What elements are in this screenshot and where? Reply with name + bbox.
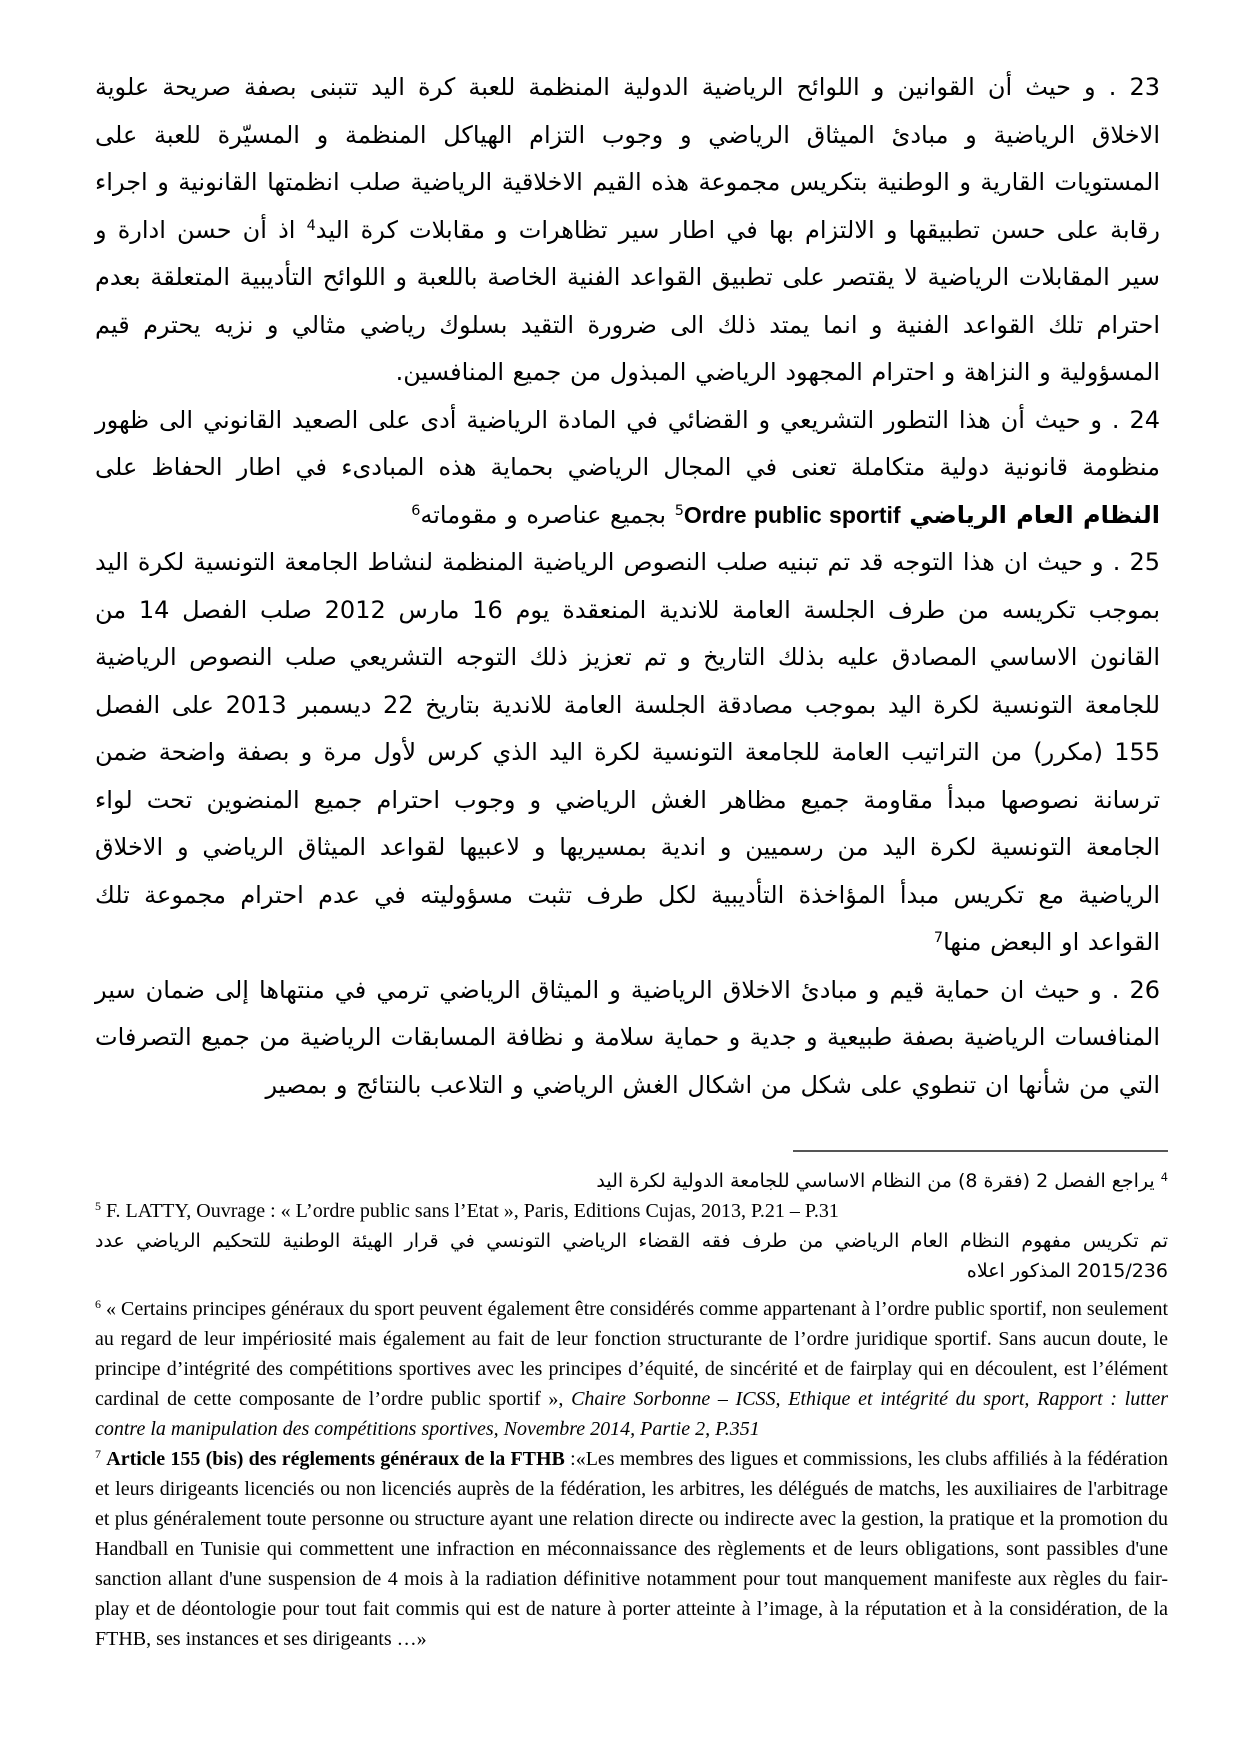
footnote-6 (95, 1294, 1168, 1444)
paragraph-24 (95, 397, 1160, 540)
footnote-reference-mark: 4 (306, 217, 316, 234)
text-segment: 25 . و حيث ان هذا التوجه قد تم تبنيه صلب النصوص الرياضية المنظمة لنشاط الجامعة التونسية لكرة اليد بموجب تكريسه من طرف الجلسة العامة للاندية المنعقدة يوم 16 مارس 2012 صلب الفصل 14 من القانون الاساسي المصادق عليه بذلك التاريخ و تم تعزيز ذلك التوجه التشريعي صلب النصوص الرياضية للجامعة التونسية لكرة اليد بموجب مصادقة الجلسة العامة للاندية بتاريخ 22 ديسمبر 2013 على الفصل 155 (مكرر) من التراتيب العامة للجامعة التونسية لكرة اليد الذي كرس لأول مرة و بصفة واضحة ضمن ترسانة نصوصها مبدأ مقاومة جميع مظاهر الغش الرياضي و وجوب احترام جميع المنضوين تحت لواء الجامعة التونسية لكرة اليد من رسميين و اندية بمسيريها و لاعبيها لقواعد الميثاق الرياضي و الاخلاق الرياضية مع تكريس مبدأ المؤاخذة التأديبية لكل طرف تثبت مسؤوليته في عدم احترام مجموعة تلك القواعد او البعض منها (95, 548, 1161, 956)
footnote-separator (793, 1150, 1168, 1152)
footnote-4 (95, 1166, 1168, 1196)
paragraph-23 (95, 64, 1160, 397)
text-segment: Ordre public sportif (683, 501, 901, 528)
footnote-reference-mark: 5 (674, 502, 684, 519)
text-segment: بجميع عناصره و مقوماته (420, 500, 675, 529)
text-segment (901, 501, 910, 529)
paragraph-26 (95, 967, 1160, 1110)
text-segment: النظام العام الرياضي (909, 500, 1160, 529)
footnote-reference-mark: 6 (95, 1297, 101, 1312)
text-segment: اذ أن حسن ادارة و سير المقابلات الرياضية لا يقتصر على تطبيق القواعد الفنية الخاصة باللعبة و اللوائح التأديبية المتعلقة بعدم احترام تلك القواعد الفنية و انما يمتد ذلك الى ضرورة التقيد بسلوك رياضي مثالي و نزيه يحترم قيم المسؤولية و النزاهة و احترام المجهود الرياضي المبذول من جميع المنافسين. (95, 215, 1160, 386)
text-segment: يراجع الفصل 2 (فقرة 8) من النظام الاساسي للجامعة الدولية لكرة اليد (596, 1170, 1161, 1192)
footnote-reference-mark: 6 (411, 502, 421, 519)
text-segment: :«Les membres des ligues et commissions, les clubs affiliés à la fédération et leurs dirigeants licenciés ou non licenciés auprès de la fédération, les arbitres, les délégués de matchs, les auxiliaires de l'arbitrage et plus généralement toute personne ou structure ayant une relation directe ou indirecte avec la gestion, la pratique et la promotion du Handball en Tunisie qui commettent une infraction en méconnaissance des règlements et de leurs obligations, sont passibles d'une sanction allant d'une suspension de 4 mois à la radiation définitive notamment pour tout manquement manifeste aux règles du fair-play et de déontologie pour tout fait commis qui est de nature à porter atteinte à l’image, à la réputation et à la considération, de la FTHB, ses instances et ses dirigeants …» (95, 1448, 1169, 1650)
footnote-reference-mark: 7 (95, 1447, 101, 1462)
text-segment: 24 . و حيث أن هذا التطور التشريعي و القضائي في المادة الرياضية أدى على الصعيد القانوني الى ظهور منظومة قانونية دولية متكاملة تعنى في المجال الرياضي بحماية هذه المبادىء في اطار الحفاظ على (95, 405, 1160, 481)
text-segment: « Certains principes généraux du sport peuvent également être considérés comme appartenant à l’ordre public sportif, non seulement au regard de leur impériosité mais également au fait de leur fonction structurante de l’ordre juridique sportif. Sans aucun doute, le principe d’intégrité des compétitions sportives avec les principes d’équité, de sincérité et de fairplay qui en découlent, est l’élément cardinal de cette composante de l’ordre public sportif », (95, 1298, 1168, 1410)
text-segment: 23 . و حيث أن القوانين و اللوائح الرياضية الدولية المنظمة للعبة كرة اليد تتبنى بصفة صريحة علوية الاخلاق الرياضية و مبادئ الميثاق الرياضي و وجوب التزام الهياكل المنظمة و المسيّرة للعبة على المستويات القارية و الوطنية بتكريس مجموعة هذه القيم الاخلاقية الرياضية صلب انظمتها القانونية و اجراء رقابة على حسن تطبيقها و الالتزام بها في اطار سير تظاهرات و مقابلات كرة اليد (95, 73, 1160, 244)
text-segment: تم تكريس مفهوم النظام العام الرياضي من طرف فقه القضاء الرياضي التونسي في قرار الهيئة الوطنية للتحكيم الرياضي عدد 2015/236 المذكور اعلاه (95, 1230, 1168, 1282)
text-segment: F. LATTY, Ouvrage : « L’ordre public sans l’Etat », Paris, Editions Cujas, 2013, P.21 – P.31 (101, 1200, 839, 1222)
paragraph-25 (95, 539, 1160, 967)
footnotes-section (95, 1150, 1168, 1654)
text-segment: Chaire Sorbonne – ICSS, Ethique et intégrité du sport, Rapport : lutter contre la manipulation des compétitions sportives, Novembre 2014, Partie 2, P.351 (95, 1388, 1168, 1440)
footnote-5-arabic (95, 1226, 1168, 1286)
text-segment: 26 . و حيث ان حماية قيم و مبادئ الاخلاق الرياضية و الميثاق الرياضي ترمي في منتهاها إلى ضمان سير المنافسات الرياضية بصفة طبيعية و جدية و حماية سلامة و نظافة المسابقات الرياضية من جميع التصرفات التي من شأنها ان تنطوي على شكل من اشكال الغش الرياضي و التلاعب بالنتائج و بمصير (95, 975, 1160, 1099)
footnote-reference-mark: 5 (95, 1199, 101, 1214)
main-text-block (95, 64, 1160, 1109)
footnote-5-french (95, 1196, 1168, 1226)
footnote-reference-mark: 7 (933, 930, 944, 947)
text-segment: Article 155 (bis) des réglements généraux de la FTHB (106, 1448, 565, 1470)
footnote-7 (95, 1444, 1168, 1654)
footnote-reference-mark: 4 (1160, 1169, 1168, 1184)
